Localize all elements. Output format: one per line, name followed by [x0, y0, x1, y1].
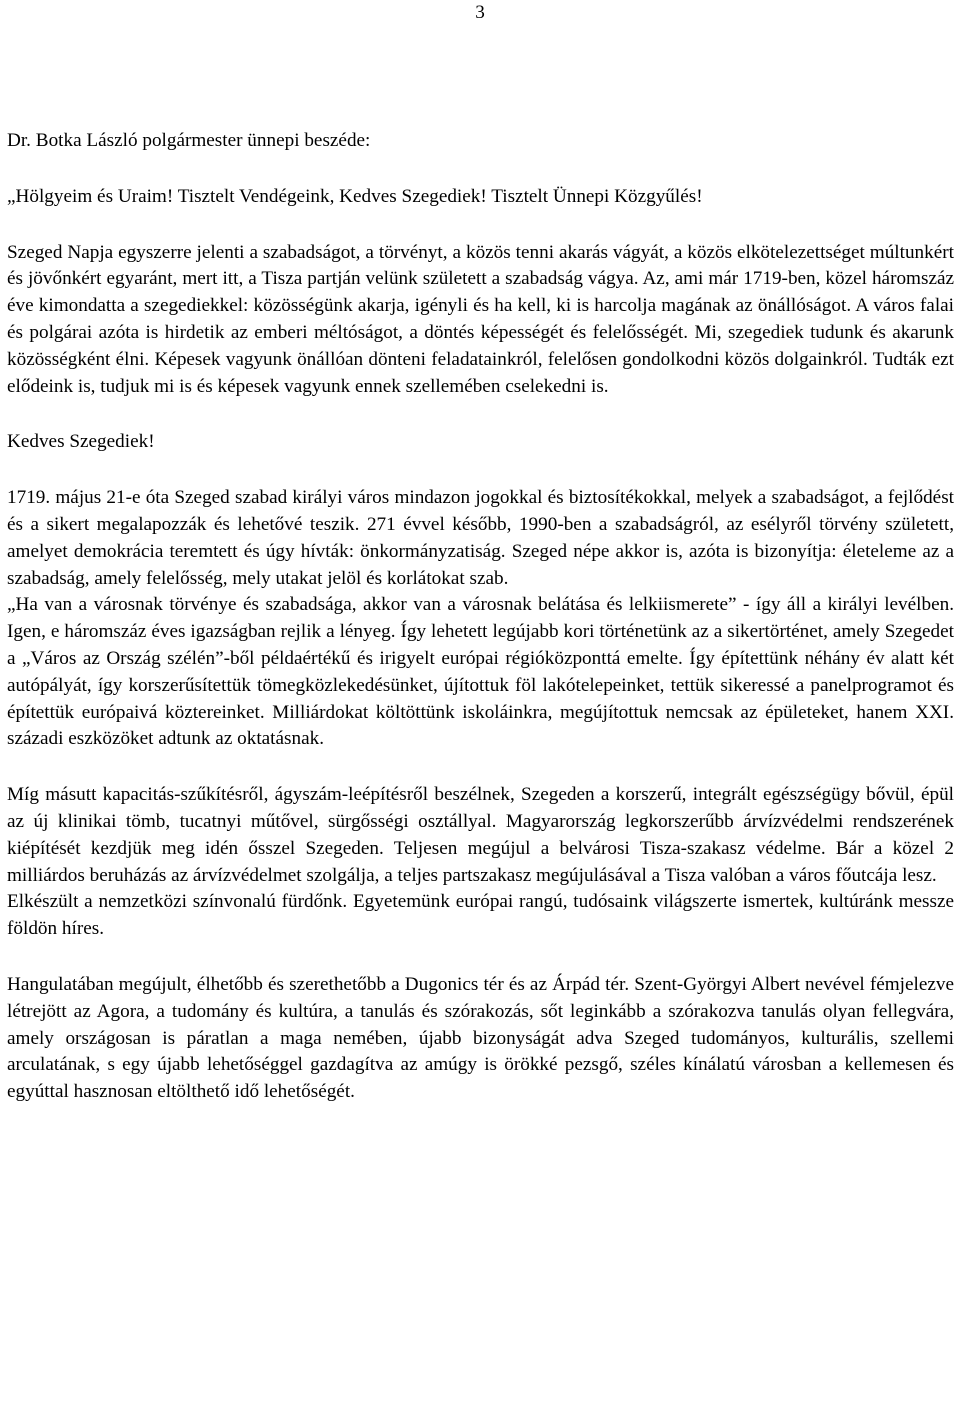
document-body — [7, 128, 954, 1106]
speech-heading: Dr. Botka László polgármester ünnepi beszéde: — [7, 130, 371, 151]
page-number: 3 — [475, 2, 485, 23]
paragraph-3: 1719. május 21-e óta Szeged szabad királyi város mindazon jogokkal és biztosítékokkal, melyek a szabadságot, a fejlődést és a sikert megalapozzák és lehetővé teszik. 271 évvel később, 1990-ben a szabadságról, az esélyről törvény született, amelyet demokrácia teremtett és úgy hívták: önkormányzatiság. Szeged népe akkor is, azóta is bizonyítja: életeleme az a szabadság, amely felelősség, mely utakat jelöl és korlátokat szab. — [7, 487, 954, 589]
paragraph-7: Hangulatában megújult, élhetőbb és szerethetőbb a Dugonics tér és az Árpád tér. Szent-Györgyi Albert nevével fémjelezve létrejött az Agora, a tudomány és kultúra, a tanulás és szórakozás, sőt leginkább a szórakozva tanulás olyan fellegvára, amely országosan is páratlan a maga nemében, újabb bizonyságát adva Szeged tudományos, kulturális, szellemi arculatának, s egy újabb lehetőséggel gazdagítva az amúgy is örökké pezsgő, széles kínálatú városban a kellemesen és egyúttal hasznosan eltölthető idő lehetőségét. — [7, 973, 954, 1103]
paragraph-2: Kedves Szegediek! — [7, 431, 155, 453]
speech-greeting: „Hölgyeim és Uraim! Tisztelt Vendégeink, Kedves Szegediek! Tisztelt Ünnepi Közgyűlés! — [7, 185, 703, 207]
paragraph-4: „Ha van a városnak törvénye és szabadsága, akkor van a városnak belátása és lelkiismerete” - így áll a királyi levélben. Igen, e háromszáz éves igazságban rejlik a lényeg. Így lehetett legújabb kori történetünk az a sikertörténet, amely Szegedet a „Város az Ország szélén”-ből példaértékű és irigyelt európai régióközponttá emelte. Így építettünk néhány év alatt két autópályát, így korszerűsítettük tömegközlekedésünket, újítottuk föl lakótelepeinket, tettük sikeressé a panelprogramot és építettük európaivá köztereinket. Milliárdokat költöttünk iskoláinkra, megújítottuk nemcsak az épületeket, hanem XXI. századi eszközöket adtunk az oktatásnak. — [7, 594, 954, 750]
paragraph-6: Elkészült a nemzetközi színvonalú fürdőnk. Egyetemünk európai rangú, tudósaink világszerte ismertek, kultúránk messze földön híres. — [7, 891, 954, 940]
paragraph-1: Szeged Napja egyszerre jelenti a szabadságot, a törvényt, a közös tenni akarás vágyát, a közös elkötelezettséget múltunkért és jövőnkért egyaránt, mert itt, a Tisza partján velünk született a szabadság vágya. Az, ami már 1719-ben, közel háromszáz éve kimondatta a szegediekkel: közösségünk akarja, igényli és ha kell, ki is harcolja magának az önállóságot. A város falai és polgárai azóta is hirdetik az emberi méltóságot, a döntés képességét és felelősségét. Mi, szegediek tudunk és akarunk közösségként élni. Képesek vagyunk önállóan dönteni feladatainkról, felelősen gondolkodni közös dolgainkról. Tudták ezt elődeink is, tudjuk mi is és képesek vagyunk ennek szellemében cselekedni is. — [7, 241, 954, 397]
paragraph-5: Míg másutt kapacitás-szűkítésről, ágyszám-leépítésről beszélnek, Szegeden a korszerű, integrált egészségügy bővül, épül az új klinikai tömb, tucatnyi műtővel, sürgősségi osztállyal. Magyarország legkorszerűbb árvízvédelmi rendszerének kiépítését kezdjük meg idén ősszel Szegeden. Teljesen megújul a belvárosi Tisza-szakasz védelme. Bár a közel 2 milliárdos beruházás az árvízvédelmet szolgálja, a teljes partszakasz megújulásával a Tisza valóban a város főutcája lesz. — [7, 784, 954, 886]
